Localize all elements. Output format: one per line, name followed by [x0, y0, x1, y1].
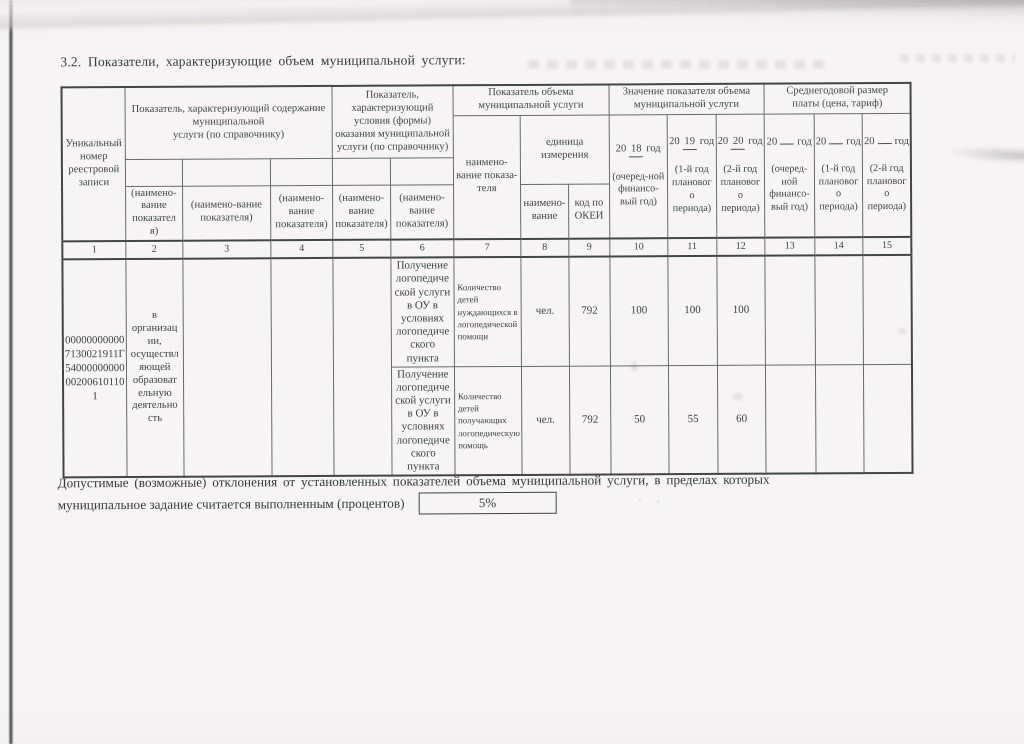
- header-name-col6: (наимено- вание показателя): [390, 184, 453, 240]
- cell-unit: чел.: [521, 257, 570, 366]
- col-number: 10: [610, 238, 668, 256]
- year-value: 18: [629, 143, 643, 157]
- header-group-conditions: Показатель, характеризующий условия (формы) оказания муниципальной услуги (по справочнику): [332, 85, 453, 158]
- year-note: (2-й год плановог о периода): [720, 163, 761, 214]
- cell-okei-code: 792: [569, 366, 611, 475]
- table-row: [62, 255, 912, 368]
- year-note: (1-й год плановог о периода): [671, 164, 712, 214]
- year-word: год: [797, 136, 812, 148]
- faint-pen-mark: · ,: [637, 491, 666, 508]
- header-pay-year-2: [814, 113, 863, 237]
- year-century: 20: [669, 136, 680, 148]
- col-number: 2: [126, 241, 183, 259]
- cell-empty: [333, 258, 392, 476]
- cell-value-2020: 100: [717, 256, 766, 365]
- year-word: год: [894, 135, 910, 147]
- col-number: 1: [62, 241, 125, 259]
- header-name-col5: (наимено- вание показателя): [332, 185, 390, 240]
- year-line: [864, 136, 910, 149]
- year-value: 19: [683, 136, 697, 150]
- cell-value-2018: 50: [610, 365, 669, 474]
- cell-empty: [183, 258, 272, 476]
- year-value: [780, 143, 794, 144]
- year-line: [816, 136, 861, 149]
- header-row-groups: [62, 83, 912, 117]
- cell-content-indicator: в организац ии, осуществл яющей образоват ельную деятельно сть: [126, 259, 184, 477]
- cell-empty: [271, 258, 334, 476]
- cell-pay-2: [815, 364, 864, 473]
- cell-pay-3: [863, 364, 913, 473]
- cell-value-2020: 60: [717, 365, 766, 474]
- allowed-deviation-note: [58, 472, 770, 517]
- year-line: [718, 136, 763, 150]
- deviation-text-line1: Допустимые (возможные) отклонения от установленных показателей объема муниципальной услуги, в пределах которых: [57, 471, 770, 491]
- cell-value-2019: 100: [668, 256, 718, 365]
- header-group-payment: Среднегодовой размер платы (цена, тариф): [764, 83, 911, 114]
- cell-okei-code: 792: [569, 257, 611, 366]
- cell-value-2018: 100: [610, 256, 669, 365]
- volume-indicators-table: [60, 82, 913, 479]
- year-word: год: [699, 136, 715, 148]
- cell-pay-1: [765, 256, 816, 365]
- header-year-2020: [716, 114, 765, 238]
- header-unit-code: код по ОКЕИ: [568, 183, 609, 238]
- header-empty-cell: [332, 158, 390, 185]
- header-name-col2: (наимено- вание показател я): [125, 186, 182, 241]
- header-unit-name: наимено- вание: [520, 184, 568, 239]
- section-title: 3.2. Показатели, характеризующие объем муниципальной услуги:: [60, 52, 466, 70]
- col-number: 15: [863, 237, 912, 255]
- header-name-col3: (наимено-вание показателя): [182, 185, 270, 241]
- col-number: 4: [271, 240, 333, 258]
- year-century: 20: [863, 136, 875, 148]
- year-century: 20: [815, 136, 827, 148]
- year-century: 20: [766, 136, 778, 148]
- cell-indicator-name: Количество детей получающих логопедическую помощь: [454, 366, 522, 475]
- year-note: (1-й год плановог о периода): [818, 162, 859, 213]
- col-number: 7: [454, 239, 521, 257]
- header-group-value: Значение показателя объема муниципальной услуги: [609, 84, 764, 115]
- col-number: 5: [333, 240, 391, 258]
- cell-value-2019: 55: [668, 365, 718, 474]
- header-group-content: Показатель, характеризующий содержание муниципальной услуги (по справочнику): [125, 86, 332, 159]
- col-number: 12: [717, 238, 765, 256]
- cell-pay-3: [863, 255, 913, 364]
- year-note: (очеред- ной финансо- вый год): [769, 163, 810, 213]
- header-pay-year-3: [862, 113, 912, 237]
- cell-unit: чел.: [521, 366, 570, 475]
- year-note: (очеред-ной финансо- вый год): [612, 170, 665, 208]
- cell-registry-number: 00000000000 7130021911Г 54000000000 00200610110 1: [62, 259, 126, 477]
- year-note: (2-й год плановог о периода): [866, 162, 907, 213]
- year-value: [829, 143, 843, 144]
- year-word: год: [748, 136, 763, 148]
- col-number: 6: [391, 239, 454, 257]
- header-unique-number: Уникальный номер реестровой записи: [62, 87, 126, 242]
- header-empty-cell: [125, 159, 182, 186]
- header-year-2019: [667, 114, 717, 238]
- year-century: 20: [717, 136, 729, 148]
- col-number: 9: [569, 239, 610, 257]
- header-empty-cell: [390, 157, 453, 184]
- col-number: 11: [668, 238, 717, 256]
- deviation-value-box: 5%: [418, 492, 556, 515]
- deviation-text-row2: [58, 491, 770, 517]
- year-century: 20: [615, 143, 627, 155]
- year-word: год: [646, 143, 661, 155]
- col-number: 8: [521, 239, 569, 257]
- year-line: [611, 143, 666, 157]
- header-pay-year-1: [764, 113, 815, 237]
- cell-indicator-name: Количество детей нуждающихся в логопедической помощи: [454, 257, 522, 366]
- year-value: [878, 143, 892, 144]
- year-word: год: [846, 136, 861, 148]
- year-value: 20: [731, 136, 745, 150]
- header-year-2018: [609, 114, 668, 238]
- col-number: 14: [815, 237, 863, 255]
- header-empty-cell: [182, 158, 270, 185]
- cell-service-form: Получение логопедиче ской услуги в ОУ в условиях логопедиче ского пункта: [391, 366, 455, 475]
- year-line: [669, 136, 715, 150]
- year-line: [766, 136, 813, 149]
- col-number: 13: [765, 238, 815, 256]
- header-empty-cell: [270, 158, 332, 185]
- cell-service-form: Получение логопедиче ской услуги в ОУ в условиях логопедиче ского пункта: [391, 257, 455, 366]
- header-group-volume: Показатель объема муниципальной услуги: [453, 84, 609, 115]
- deviation-text-line2: муниципальное задание считается выполненным (процентов): [57, 495, 405, 513]
- header-indicator-name: наимено- вание показа- теля: [453, 115, 521, 240]
- header-name-col4: (наимено- вание показателя): [270, 185, 332, 241]
- cell-pay-1: [765, 365, 816, 474]
- cell-pay-2: [815, 255, 864, 364]
- header-unit-of-measure: единица измерения: [520, 114, 609, 183]
- col-number: 3: [183, 240, 271, 258]
